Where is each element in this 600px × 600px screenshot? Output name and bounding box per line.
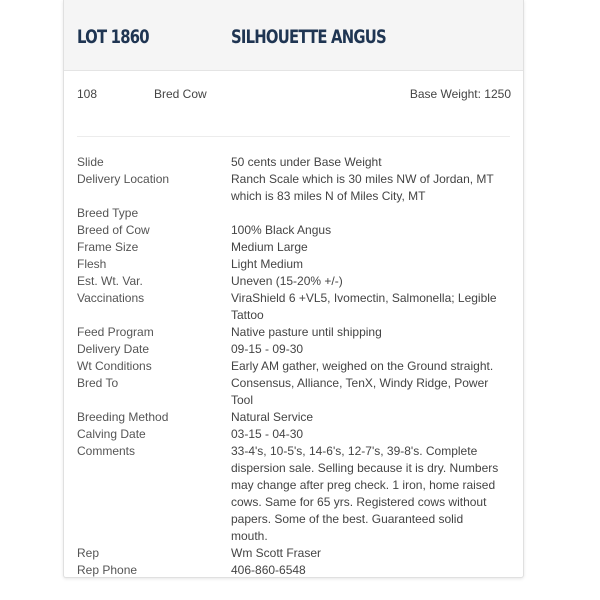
detail-row	[77, 205, 517, 222]
detail-value: 406-860-6548	[231, 563, 306, 577]
detail-label: Rep	[77, 546, 100, 560]
detail-value: Natural Service	[231, 410, 314, 424]
base-weight: Base Weight: 1250	[409, 87, 511, 101]
detail-row	[77, 409, 517, 426]
detail-row	[77, 375, 517, 409]
detail-label: Slide	[77, 155, 104, 169]
detail-value: 03-15 - 04-30	[231, 427, 304, 441]
lot-card	[63, 0, 524, 578]
detail-label: Comments	[77, 444, 136, 458]
detail-label: Breeding Method	[77, 410, 169, 424]
detail-value: Medium Large	[231, 240, 308, 254]
lot-name: SILHOUETTE ANGUS	[231, 26, 386, 48]
detail-row	[77, 358, 517, 375]
detail-row	[77, 562, 517, 579]
detail-row	[77, 324, 517, 341]
detail-label: Breed Type	[77, 206, 139, 220]
detail-value: Uneven (15-20% +/-)	[231, 274, 343, 288]
detail-value: 09-15 - 09-30	[231, 342, 304, 356]
detail-label: Feed Program	[77, 325, 154, 339]
detail-label: Breed of Cow	[77, 223, 150, 237]
detail-label: Wt Conditions	[77, 359, 152, 373]
lot-number: LOT 1860	[77, 26, 149, 48]
detail-value: Light Medium	[231, 257, 304, 271]
detail-label: Vaccinations	[77, 291, 145, 305]
detail-value: 50 cents under Base Weight	[231, 155, 382, 169]
detail-label: Rep Phone	[77, 563, 138, 577]
divider	[77, 136, 510, 137]
detail-value: ViraShield 6 +VL5, Ivomectin, Salmonella; Legible Tattoo	[231, 291, 497, 322]
detail-value: Ranch Scale which is 30 miles NW of Jordan, MT which is 83 miles N of Miles City, MT	[231, 172, 494, 203]
detail-row	[77, 256, 517, 273]
detail-label: Delivery Location	[77, 172, 170, 186]
detail-label: Flesh	[77, 257, 107, 271]
detail-label: Delivery Date	[77, 342, 150, 356]
detail-row	[77, 443, 517, 545]
detail-row	[77, 239, 517, 256]
detail-label: Est. Wt. Var.	[77, 274, 143, 288]
detail-row	[77, 545, 517, 562]
detail-list	[77, 154, 517, 579]
detail-value: Early AM gather, weighed on the Ground straight.	[231, 359, 494, 373]
detail-label: Calving Date	[77, 427, 146, 441]
detail-value: Native pasture until shipping	[231, 325, 382, 339]
detail-value: Consensus, Alliance, TenX, Windy Ridge, Power Tool	[231, 376, 489, 407]
detail-label: Frame Size	[77, 240, 139, 254]
detail-row	[77, 341, 517, 358]
detail-value: Wm Scott Fraser	[231, 546, 322, 560]
lot-header	[64, 0, 523, 71]
detail-value	[231, 205, 501, 222]
detail-label: Bred To	[77, 376, 119, 390]
cattle-type: Bred Cow	[154, 87, 207, 101]
detail-row	[77, 273, 517, 290]
detail-row	[77, 154, 517, 171]
detail-value: 33-4's, 10-5's, 14-6's, 12-7's, 39-8's. Complete dispersion sale. Selling because it is dry. Numbers may change after preg check. 1 iron, home raised cows. Same for 65 yrs. Registered cows without papers. Some of the best. Guaranteed solid mouth.	[231, 444, 499, 543]
detail-row	[77, 426, 517, 443]
head-count: 108	[77, 87, 98, 101]
detail-row	[77, 222, 517, 239]
detail-value: 100% Black Angus	[231, 223, 332, 237]
detail-row	[77, 290, 517, 324]
detail-row	[77, 171, 517, 205]
